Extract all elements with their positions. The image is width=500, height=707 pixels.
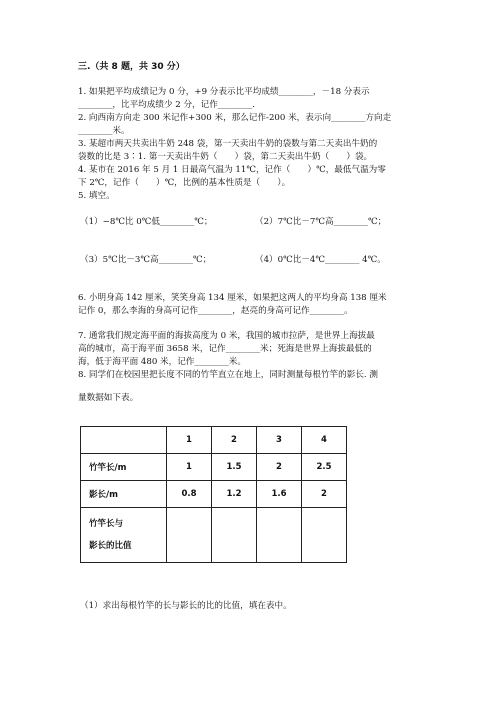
table-answer-cell — [212, 508, 257, 563]
q5-blank-1: （1）−8℃比 0℃低________℃； — [80, 217, 213, 227]
table-cell: 0.8 — [167, 481, 212, 508]
table-row — [81, 481, 347, 508]
table-header-cell: 1 — [167, 427, 212, 454]
q5-blank-3: （3）5℃比－3℃高________℃； — [80, 255, 212, 265]
q8-sub1: （1）求出每根竹竿的长与影长的比的比值，填在表中。 — [80, 601, 292, 611]
q3-line1: 3. 某超市两天共卖出牛奶 248 袋，第一天卖出牛奶的袋数与第二天卖出牛奶的 — [78, 139, 378, 149]
q1-line1: 1. 如果把平均成绩记为 0 分，+9 分表示比平均成绩________，－18 分表示 — [78, 87, 370, 97]
q7-line1: 7. 通常我们规定海平面的海拔高度为 0 米，我国的城市拉萨，是世界上海拔最 — [78, 331, 375, 341]
table-cell: 1 — [167, 454, 212, 481]
q1-line2: ________，比平均成绩少 2 分，记作________. — [78, 100, 255, 110]
q6-line1: 6. 小明身高 142 厘米，笑笑身高 134 厘米，如果把这两人的平均身高 138 厘米 — [78, 293, 387, 303]
table-answer-cell — [167, 508, 212, 563]
table-cell: 2 — [302, 481, 347, 508]
q8-line1: 8. 同学们在校园里把长度不同的竹竿直立在地上，同时测量每根竹竿的影长. 测 — [78, 370, 378, 380]
q4-line2: 下 2℃，记作（ ）℃，比例的基本性质是（ ）。 — [78, 178, 291, 188]
q5-blank-2: （2）7℃比－7℃高________℃； — [255, 217, 387, 227]
row-label-pole-length: 竹竿长/m — [81, 454, 167, 481]
table-corner-cell — [81, 427, 167, 454]
table-cell: 1.2 — [212, 481, 257, 508]
q2-line1: 2. 向西南方向走 300 米记作+300 米，那么记作-200 米，表示向________方向走 — [78, 113, 392, 123]
q8-line2: 量数据如下表。 — [78, 393, 139, 403]
table-cell: 2 — [257, 454, 302, 481]
table-header-cell: 3 — [257, 427, 302, 454]
q7-line3: 海，低于海平面 480 米，记作________米。 — [78, 357, 246, 367]
q5-title: 5. 填空。 — [78, 191, 115, 201]
q2-line2: ________米。 — [78, 126, 130, 136]
table-row — [81, 454, 347, 481]
row-label-shadow-length: 影长/m — [81, 481, 167, 508]
table-row — [81, 508, 347, 563]
table-cell: 1.6 — [257, 481, 302, 508]
row-label-ratio-line2: 影长的比值 — [89, 541, 132, 551]
measurement-table — [80, 426, 347, 563]
table-header-cell: 2 — [212, 427, 257, 454]
q7-line2: 高的城市，高于海平面 3658 米，记作________米；死海是世界上海拔最低的 — [78, 344, 372, 354]
table-answer-cell — [257, 508, 302, 563]
q5-blank-4: （4）0℃比－4℃________ 4℃。 — [255, 255, 386, 265]
row-label-ratio-line1: 竹竿长与 — [89, 519, 124, 529]
table-cell: 1.5 — [212, 454, 257, 481]
q3-line2: 袋数的比是 3∶1. 第一天卖出牛奶（ ）袋，第二天卖出牛奶（ ）袋。 — [78, 152, 373, 162]
row-label-ratio — [81, 508, 167, 563]
table-answer-cell — [302, 508, 347, 563]
table-header-row — [81, 427, 347, 454]
q6-line2: 记作 0，那么李海的身高可记作________，赵亮的身高可记作________。 — [78, 306, 353, 316]
table-header-cell: 4 — [302, 427, 347, 454]
q4-line1: 4. 某市在 2016 年 5 月 1 日最高气温为 11℃，记作（ ）℃，最低气温为零 — [78, 165, 386, 175]
section-title: 三.（共 8 题，共 30 分） — [78, 62, 185, 72]
table-cell: 2.5 — [302, 454, 347, 481]
